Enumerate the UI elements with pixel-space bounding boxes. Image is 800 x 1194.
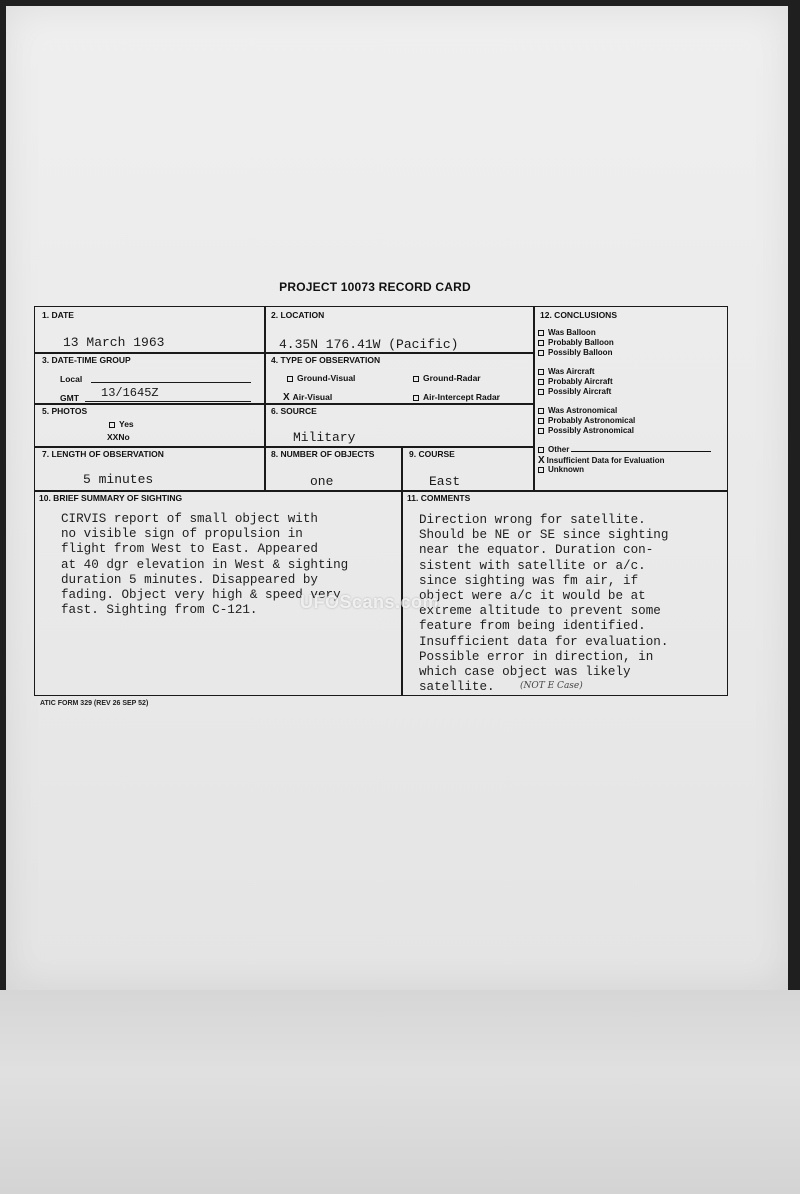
conclusion-item[interactable]: Possibly Balloon [538,348,711,358]
record-card-form [34,306,728,696]
background-page [0,990,800,1194]
checkbox-icon [538,330,544,336]
checkbox-icon [538,379,544,385]
comments-text: Direction wrong for satellite. Should be NE or SE since sighting near the equator. Duration con- sistent with satellite or a/c. since sighting was fm air, if object were a/c it would be at extreme altitude to prevent some feature from being identified. Insufficient data for evaluation. Possible error in direction, in which case object was likely satellite. [419,513,669,695]
checkbox-icon [287,376,293,382]
photos-no-option[interactable]: XXNo [107,432,130,442]
conclusion-item[interactable]: Was Aircraft [538,367,711,377]
checkbox-icon [538,350,544,356]
checkbox-icon [538,389,544,395]
conclusion-item[interactable]: Probably Aircraft [538,377,711,387]
checkbox-icon [538,428,544,434]
handwritten-note: (NOT E Case) [520,681,583,691]
watermark: UFOScans.com [300,592,440,612]
gmt-label: GMT [60,393,79,403]
air-intercept-option[interactable]: Air-Intercept Radar [413,392,500,402]
obs-type-label: 4. TYPE OF OBSERVATION [271,355,381,365]
checkbox-icon [109,422,115,428]
checkbox-icon [538,467,544,473]
check-mark-icon: X [538,455,545,466]
course-value: East [429,474,461,489]
photos-yes-option[interactable]: Yes [109,419,134,429]
num-objects-value: one [310,474,334,489]
conclusion-item-other[interactable]: Other [538,445,711,455]
conclusions-list [538,328,711,475]
checkbox-icon [413,376,419,382]
checkbox-icon [413,395,419,401]
source-value: Military [293,430,356,445]
local-label: Local [60,374,83,384]
ground-visual-option[interactable]: Ground-Visual [287,373,355,383]
date-value: 13 March 1963 [63,335,165,350]
check-mark-icon: X [283,392,290,403]
conclusion-item[interactable]: Possibly Aircraft [538,387,711,397]
date-label: 1. DATE [42,310,74,320]
conclusion-item[interactable]: Unknown [538,465,711,475]
conclusion-item[interactable]: Possibly Astronomical [538,426,711,436]
photos-label: 5. PHOTOS [42,406,88,416]
gmt-value: 13/1645Z [101,386,159,400]
ground-radar-option[interactable]: Ground-Radar [413,373,481,383]
form-footer: ATIC FORM 329 (REV 26 SEP 52) [40,700,149,707]
location-label: 2. LOCATION [271,310,325,320]
location-value: 4.35N 176.41W (Pacific) [279,337,459,352]
conclusion-item-checked[interactable]: X Insufficient Data for Evaluation [538,455,665,466]
length-label: 7. LENGTH OF OBSERVATION [42,449,164,459]
checkbox-icon [538,418,544,424]
checkbox-icon [538,408,544,414]
num-objects-label: 8. NUMBER OF OBJECTS [271,449,375,459]
length-value: 5 minutes [83,472,154,487]
conclusion-item[interactable]: Probably Astronomical [538,416,711,426]
summary-text: CIRVIS report of small object with no visible sign of propulsion in flight from West to East. Appeared at 40 dgr elevation in West & sighting duration 5 minutes. Disappeared by fading. Object very high & speed very fast. Sighting from C-121. [61,512,349,618]
checkbox-icon [538,340,544,346]
conclusion-item[interactable]: Was Balloon [538,328,711,338]
conclusion-item[interactable]: Probably Balloon [538,338,711,348]
checkbox-icon [538,369,544,375]
source-label: 6. SOURCE [271,406,317,416]
checkbox-icon [538,447,544,453]
comments-label: 11. COMMENTS [407,493,471,503]
course-label: 9. COURSE [409,449,455,459]
dtg-label: 3. DATE-TIME GROUP [42,355,131,365]
summary-label: 10. BRIEF SUMMARY OF SIGHTING [39,493,183,503]
card-title: PROJECT 10073 RECORD CARD [279,280,471,294]
conclusion-item[interactable]: Was Astronomical [538,406,711,416]
air-visual-option[interactable]: X Air-Visual [283,392,333,403]
check-mark-icon: XX [107,432,119,442]
conclusions-label: 12. CONCLUSIONS [540,310,617,320]
